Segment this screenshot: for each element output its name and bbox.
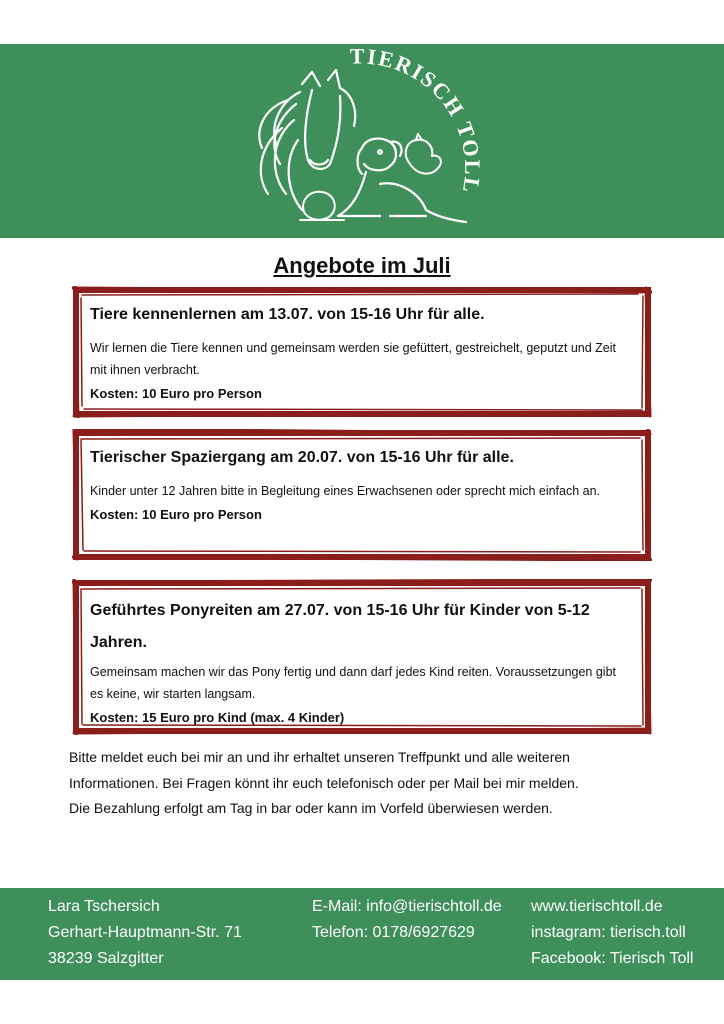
- website-link[interactable]: www.tierischtoll.de: [531, 898, 663, 915]
- offer-cost: Kosten: 15 Euro pro Kind (max. 4 Kinder): [90, 710, 345, 725]
- dog-icon: [338, 139, 466, 222]
- info-line: Informationen. Bei Fragen könnt ihr euch telefonisch oder per Mail bei mir melden.: [69, 774, 579, 791]
- footer-web: [531, 894, 693, 972]
- facebook-link[interactable]: Facebook: Tierisch Toll: [531, 950, 694, 967]
- offer-title: Tiere kennenlernen am 13.07. von 15-16 Uhr für alle.: [90, 306, 485, 323]
- footer-address: [48, 894, 242, 972]
- instagram-link[interactable]: instagram: tierisch.toll: [531, 924, 686, 941]
- contact-phone[interactable]: Telefon: 0178/6927629: [312, 924, 475, 941]
- contact-email[interactable]: E-Mail: info@tierischtoll.de: [312, 898, 502, 915]
- contact-name: Lara Tschersich: [48, 898, 160, 915]
- logo-text: TIERISCH TOLL: [349, 44, 486, 197]
- offer-title: Tierischer Spaziergang am 20.07. von 15-16 Uhr für alle.: [90, 449, 514, 466]
- info-text: [69, 745, 669, 822]
- footer-banner: [0, 888, 724, 980]
- logo: [240, 44, 490, 238]
- info-line: Bitte meldet euch bei mir an und ihr erhaltet unseren Treffpunkt und alle weiteren: [69, 749, 570, 765]
- chicken-icon: [406, 134, 441, 174]
- offer-cost: Kosten: 10 Euro pro Person: [90, 386, 262, 401]
- page-title: Angebote im Juli: [273, 253, 451, 278]
- header-banner: [0, 44, 724, 238]
- footer-contact: [312, 894, 502, 946]
- info-line: Die Bezahlung erfolgt am Tag in bar oder kann im Vorfeld überwiesen werden.: [69, 800, 553, 816]
- offer-title: Geführtes Ponyreiten am 27.07. von 15-16 Uhr für Kinder von 5-12 Jahren.: [90, 602, 590, 651]
- offer-cost: Kosten: 10 Euro pro Person: [90, 507, 262, 522]
- offer-card-1: [72, 286, 652, 418]
- offer-description: Gemeinsam machen wir das Pony fertig und dann darf jedes Kind reiten. Voraussetzungen gibt es keine, wir starten langsam.: [90, 665, 617, 701]
- contact-city: 38239 Salzgitter: [48, 950, 164, 967]
- offer-description: Wir lernen die Tiere kennen und gemeinsam werden sie gefüttert, gestreichelt, geputzt und Zeit mit ihnen verbracht.: [90, 341, 616, 377]
- horse-icon: [259, 70, 355, 210]
- offer-card-3: [72, 579, 652, 735]
- offer-description: Kinder unter 12 Jahren bitte in Begleitung eines Erwachsenen oder sprecht mich einfach an.: [90, 484, 601, 498]
- contact-street: Gerhart-Hauptmann-Str. 71: [48, 924, 242, 941]
- offer-card-2: [72, 429, 652, 561]
